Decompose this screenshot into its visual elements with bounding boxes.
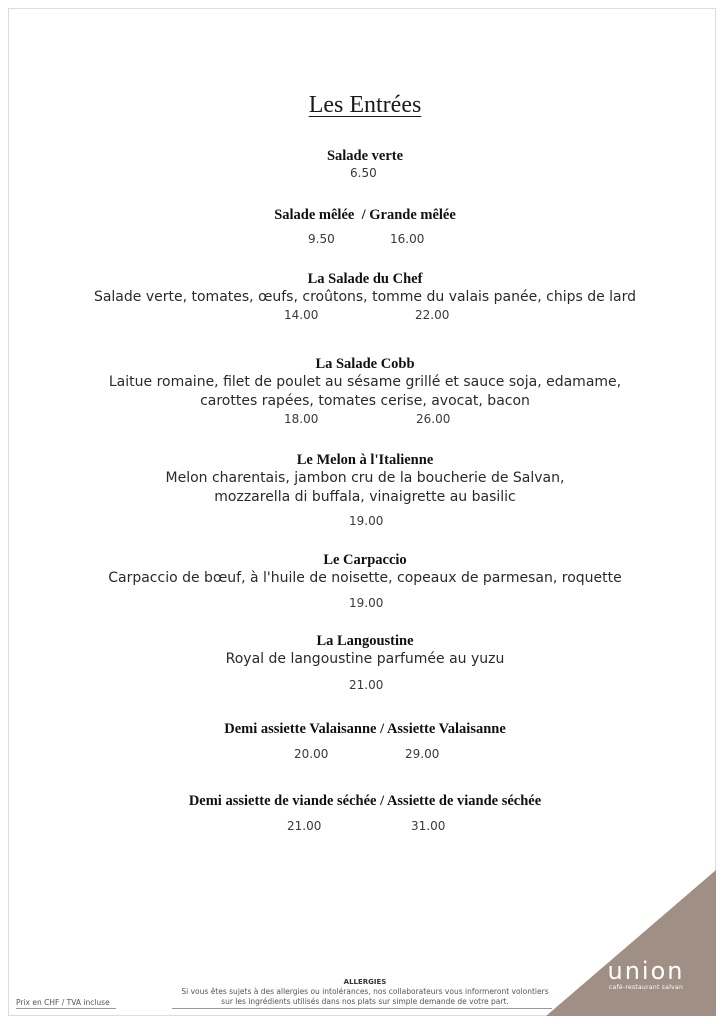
item-prices	[0, 165, 724, 181]
item-price: 26.00	[416, 412, 451, 426]
item-price: 19.00	[349, 514, 384, 528]
item-name: Le Melon à l'Italienne	[296, 452, 434, 468]
allergies-notice	[160, 977, 570, 1007]
menu-item-salade-melee	[0, 206, 724, 247]
item-price: 21.00	[349, 678, 384, 692]
menu-item-carpaccio	[0, 551, 724, 611]
item-description: Carpaccio de bœuf, à l'huile de noisette, copeaux de parmesan, roquette	[108, 570, 622, 586]
item-description: Salade verte, tomates, œufs, croûtons, tomme du valais panée, chips de lard	[93, 289, 637, 305]
item-description: mozzarella di buffala, vinaigrette au basilic	[214, 489, 516, 505]
item-name: La Salade du Chef	[307, 271, 423, 287]
item-price: 9.50	[308, 232, 335, 246]
corner-triangle	[546, 870, 716, 1016]
item-name: Le Carpaccio	[323, 552, 407, 568]
item-prices	[0, 746, 724, 762]
item-price: 6.50	[350, 166, 377, 180]
item-price: 21.00	[287, 819, 322, 833]
item-description: Royal de langoustine parfumée au yuzu	[225, 651, 505, 667]
item-description: carottes rapées, tomates cerise, avocat, bacon	[200, 393, 530, 409]
menu-item-salade-du-chef	[0, 270, 724, 323]
item-name: Demi assiette Valaisanne / Assiette Valaisanne	[224, 721, 506, 737]
item-name: La Salade Cobb	[315, 356, 415, 372]
logo-wordmark: union	[607, 957, 685, 985]
item-price: 14.00	[284, 308, 319, 322]
menu-item-viande-sechee	[0, 792, 724, 834]
item-price: 20.00	[294, 747, 329, 761]
item-prices	[0, 513, 724, 529]
menu-item-salade-verte	[0, 147, 724, 181]
logo-subtitle: café-restaurant salvan	[608, 984, 684, 991]
menu-item-melon-italienne	[0, 451, 724, 529]
item-name: Demi assiette de viande séchée / Assiette de viande séchée	[188, 793, 542, 809]
menu-item-assiette-valaisanne	[0, 720, 724, 762]
item-price: 31.00	[411, 819, 446, 833]
item-prices	[0, 231, 724, 247]
item-prices	[0, 411, 724, 427]
menu-item-salade-cobb	[0, 355, 724, 427]
item-prices	[0, 677, 724, 693]
item-price: 22.00	[415, 308, 450, 322]
item-price: 29.00	[405, 747, 440, 761]
price-note: Prix en CHF / TVA incluse	[16, 998, 110, 1007]
allergies-title: ALLERGIES	[343, 978, 387, 986]
allergies-text: Si vous êtes sujets à des allergies ou intolérances, nos collaborateurs vous informeront volontiers	[181, 987, 549, 996]
union-logo	[596, 958, 696, 992]
price-note-divider	[16, 1008, 116, 1009]
menu-item-langoustine	[0, 632, 724, 693]
allergies-divider	[172, 1008, 552, 1009]
item-name: Salade mêlée / Grande mêlée	[274, 207, 456, 223]
menu-title: Les Entrées	[308, 92, 422, 118]
item-prices	[0, 818, 724, 834]
item-name: La Langoustine	[316, 633, 414, 649]
item-price: 18.00	[284, 412, 319, 426]
item-description: Laitue romaine, filet de poulet au sésame grillé et sauce soja, edamame,	[108, 374, 622, 390]
item-description: Melon charentais, jambon cru de la boucherie de Salvan,	[165, 470, 565, 486]
allergies-text: sur les ingrédients utilisés dans nos plats sur simple demande de votre part.	[221, 997, 509, 1006]
item-price: 16.00	[390, 232, 425, 246]
item-name: Salade verte	[326, 148, 404, 164]
item-price: 19.00	[349, 596, 384, 610]
item-prices	[0, 307, 724, 323]
item-prices	[0, 595, 724, 611]
